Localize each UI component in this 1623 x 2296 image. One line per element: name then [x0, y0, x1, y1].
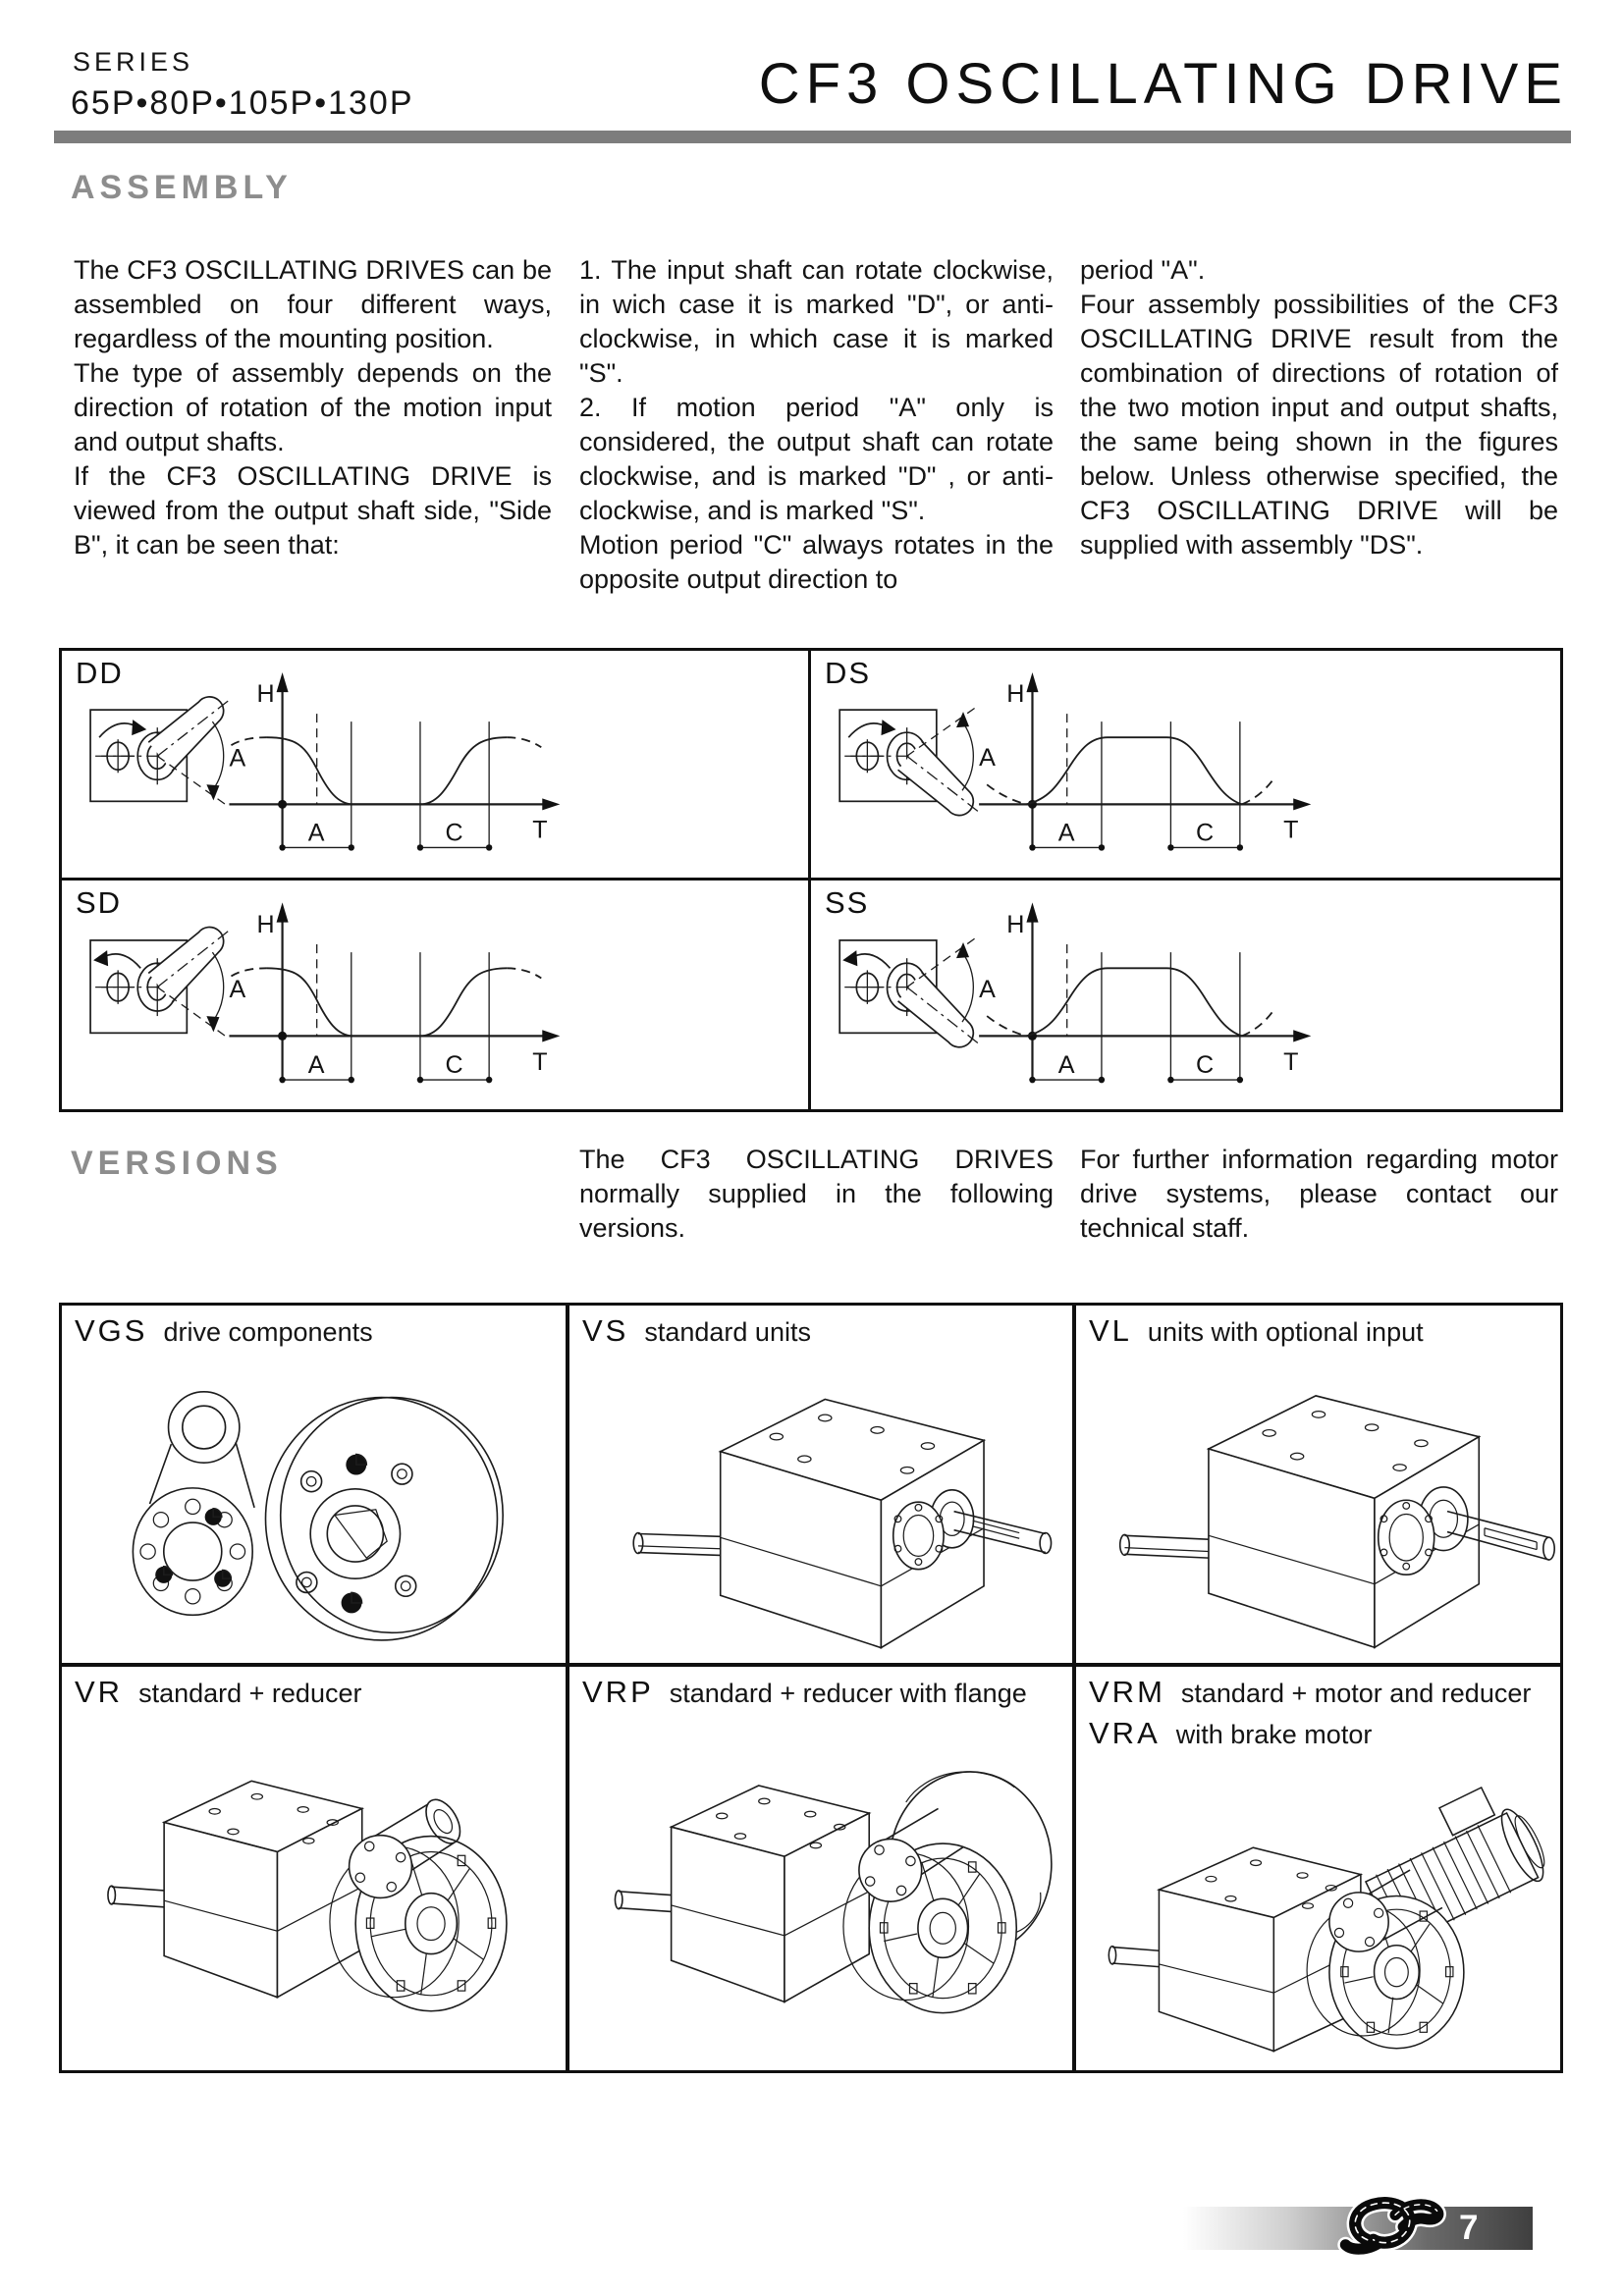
- svg-text:T: T: [1283, 816, 1300, 844]
- paragraph: 2. If motion period "A" only is considered, the output shaft can rotate clockwise, and is marked "D" , or anti-clockwise, and is marked "S".: [579, 393, 1054, 525]
- series-models: 65P•80P•105P•130P: [71, 84, 414, 122]
- svg-text:A: A: [1057, 819, 1076, 847]
- svg-text:C: C: [445, 1050, 464, 1079]
- svg-text:C: C: [445, 819, 464, 847]
- assembly-column-1: [74, 253, 552, 562]
- version-cell-vs: [569, 1306, 1076, 1667]
- lever-arm: [148, 697, 229, 804]
- lever-arm: [898, 937, 980, 1046]
- svg-text:A: A: [1057, 1050, 1076, 1079]
- paragraph: The type of assembly depends on the direction of rotation of the motion input and output shafts.: [74, 358, 552, 456]
- svg-text:A: A: [229, 975, 247, 1003]
- page-title: CF3 OSCILLATING DRIVE: [758, 52, 1568, 116]
- quadrant-label: DS: [825, 656, 872, 690]
- svg-text:H: H: [1006, 680, 1026, 709]
- svg-text:T: T: [1283, 1047, 1300, 1076]
- version-desc: drive components: [163, 1317, 373, 1347]
- version-code: VRP: [582, 1675, 654, 1709]
- version-desc: standard units: [644, 1317, 811, 1347]
- anti-clockwise-arrow-icon: [842, 950, 890, 968]
- quadrant-label: DD: [76, 656, 124, 690]
- ribbon-knot-logo-icon: [1337, 2185, 1447, 2260]
- lever-arm: [898, 708, 980, 815]
- version-cell-vrm: [1076, 1667, 1560, 2070]
- version-code: VL: [1089, 1313, 1132, 1348]
- vrp-drawing: [571, 1712, 1070, 2066]
- version-cell-vgs: [62, 1306, 569, 1667]
- paragraph: period "A".: [1080, 255, 1206, 285]
- version-cell-vr: [62, 1667, 569, 2070]
- version-cell-vrp: [569, 1667, 1076, 2070]
- assembly-quadrant-ss: [811, 881, 1560, 1110]
- svg-text:A: A: [307, 819, 326, 847]
- version-desc: standard + reducer: [138, 1679, 362, 1708]
- paragraph: If the CF3 OSCILLATING DRIVE is viewed from the output shaft side, "Side B", it can be seen that:: [74, 461, 552, 560]
- assembly-column-3: [1080, 253, 1558, 562]
- version-code: VGS: [75, 1313, 148, 1348]
- version-code: VRM: [1089, 1675, 1165, 1709]
- version-desc: with brake motor: [1175, 1720, 1373, 1749]
- assembly-figure: [59, 648, 1563, 1112]
- assembly-quadrant-sd: [62, 881, 811, 1110]
- motion-graph: [229, 672, 560, 851]
- svg-text:A: A: [307, 1050, 326, 1079]
- paragraph: For further information regarding motor drive systems, please contact our technical staff.: [1080, 1145, 1558, 1243]
- paragraph: Motion period "C" always rotates in the opposite output direction to: [579, 530, 1054, 594]
- clockwise-arrow-icon: [848, 720, 895, 737]
- vl-drawing: [1078, 1351, 1558, 1659]
- svg-text:H: H: [1006, 910, 1026, 938]
- motion-diagram-ss: [811, 881, 1560, 1110]
- vrm-drawing: [1078, 1757, 1558, 2066]
- version-code: VS: [582, 1313, 629, 1348]
- svg-text:T: T: [532, 1047, 549, 1076]
- versions-heading: VERSIONS: [71, 1145, 283, 1182]
- svg-text:H: H: [256, 910, 276, 938]
- versions-grid: [59, 1303, 1563, 2073]
- svg-text:C: C: [1196, 1050, 1216, 1079]
- motion-graph: [979, 672, 1311, 851]
- motion-diagram-sd: [62, 881, 808, 1110]
- svg-text:A: A: [979, 744, 997, 773]
- lever-arm: [148, 927, 229, 1036]
- quadrant-label: SS: [825, 884, 870, 920]
- vgs-drawing: [64, 1351, 564, 1659]
- vr-drawing: [64, 1712, 564, 2066]
- vs-drawing: [571, 1351, 1070, 1659]
- motion-graph: [979, 902, 1311, 1083]
- version-desc: standard + reducer with flange: [669, 1679, 1027, 1708]
- quadrant-label: SD: [76, 884, 123, 920]
- svg-text:T: T: [532, 816, 549, 844]
- svg-text:A: A: [229, 744, 247, 773]
- version-code: VR: [75, 1675, 124, 1709]
- assembly-heading: ASSEMBLY: [71, 169, 293, 206]
- paragraph: Four assembly possibilities of the CF3 OSCILLATING DRIVE result from the combination of directions of rotation of the two motion input and output shafts, the same being shown in the figures below. Unless otherwise specified, the CF3 OSCILLATING DRIVE will be supplied with assembly "DS".: [1080, 290, 1558, 560]
- version-cell-vl: [1076, 1306, 1560, 1667]
- versions-column-3: [1080, 1143, 1558, 1246]
- svg-text:A: A: [979, 975, 997, 1003]
- assembly-quadrant-ds: [811, 651, 1560, 881]
- version-desc: units with optional input: [1147, 1317, 1424, 1347]
- paragraph: The CF3 OSCILLATING DRIVES normally supplied in the following versions.: [579, 1145, 1054, 1243]
- motion-diagram-dd: [62, 651, 808, 878]
- assembly-column-2: [579, 253, 1054, 597]
- paragraph: 1. The input shaft can rotate clockwise, in wich case it is marked "D", or anti-clockwise, in which case it is marked "S".: [579, 255, 1054, 388]
- page-number: 7: [1459, 2209, 1479, 2247]
- paragraph: The CF3 OSCILLATING DRIVES can be assembled on four different ways, regardless of the mounting position.: [74, 255, 552, 353]
- svg-text:H: H: [256, 680, 276, 709]
- svg-text:C: C: [1196, 819, 1216, 847]
- anti-clockwise-arrow-icon: [93, 950, 140, 968]
- assembly-quadrant-dd: [62, 651, 811, 881]
- versions-column-2: [579, 1143, 1054, 1246]
- motion-graph: [229, 902, 560, 1083]
- version-desc: standard + motor and reducer: [1180, 1679, 1532, 1708]
- motion-diagram-ds: [811, 651, 1560, 878]
- clockwise-arrow-icon: [99, 720, 146, 737]
- series-label: SERIES: [73, 47, 194, 77]
- version-code: VRA: [1089, 1716, 1161, 1750]
- header-rule: [54, 131, 1571, 143]
